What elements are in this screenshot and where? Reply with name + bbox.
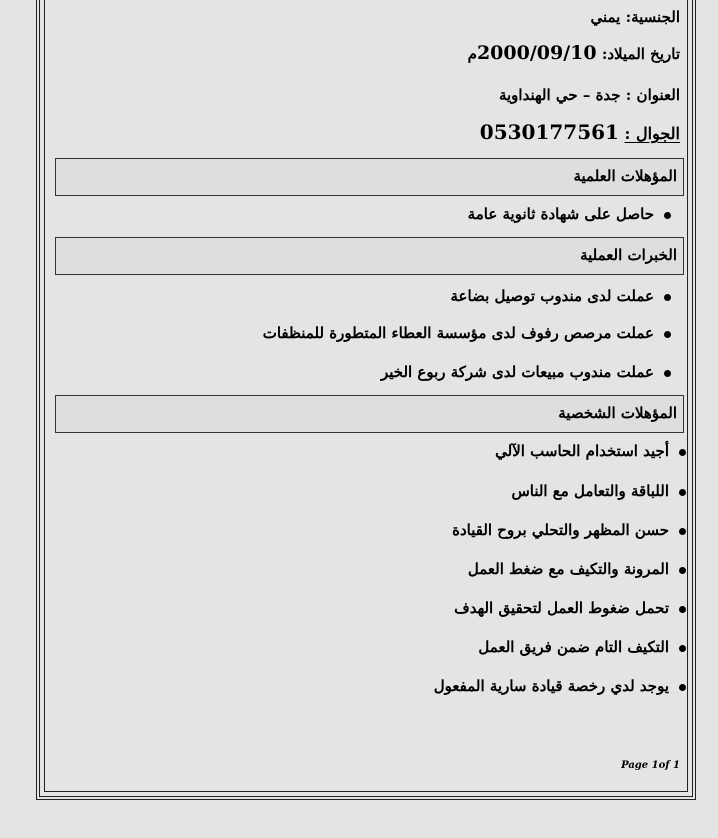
mobile-line xyxy=(480,120,680,144)
list-item: اللباقة والتعامل مع الناس xyxy=(511,482,686,500)
bullet-icon xyxy=(679,567,686,574)
birth-date-label: تاريخ الميلاد: xyxy=(601,45,680,63)
bullet-icon xyxy=(664,370,671,377)
list-item: أجيد استخدام الحاسب الآلي xyxy=(495,442,686,460)
section-experience-title: الخبرات العملية xyxy=(580,246,677,264)
mobile-label: الجوال : xyxy=(624,124,680,143)
list-item: يوجد لدي رخصة قيادة سارية المفعول xyxy=(434,677,686,695)
bullet-icon xyxy=(679,684,686,691)
bullet-icon xyxy=(679,528,686,535)
bullet-icon xyxy=(679,606,686,613)
birth-date-value: 2000/09/10 xyxy=(476,42,597,64)
birth-date-suffix: م xyxy=(467,45,477,63)
list-item: حسن المظهر والتحلي بروح القيادة xyxy=(452,521,686,539)
list-item: التكيف التام ضمن فريق العمل xyxy=(478,638,686,656)
bullet-icon xyxy=(679,489,686,496)
section-academic-title: المؤهلات العلمية xyxy=(573,167,677,185)
page-number: Page 1of 1 xyxy=(621,760,680,771)
address: العنوان : جدة – حي الهنداوية xyxy=(498,86,680,104)
section-personal-title: المؤهلات الشخصية xyxy=(558,404,677,422)
list-item: عملت لدى مندوب توصيل بضاعة xyxy=(451,287,671,305)
list-item: عملت مندوب مبيعات لدى شركة ربوع الخير xyxy=(381,363,671,381)
section-experience-header xyxy=(55,237,684,275)
bullet-icon xyxy=(679,449,686,456)
section-personal-header xyxy=(55,395,684,433)
list-item: عملت مرصص رفوف لدى مؤسسة العطاء المتطورة للمنظفات xyxy=(263,324,671,342)
mobile-number: 0530177561 xyxy=(479,120,619,144)
list-item: المرونة والتكيف مع ضغط العمل xyxy=(468,560,686,578)
section-academic-header xyxy=(55,158,684,196)
bullet-icon xyxy=(679,645,686,652)
bullet-icon xyxy=(664,294,671,301)
bullet-icon xyxy=(664,212,671,219)
nationality: الجنسية: يمني xyxy=(590,8,680,26)
list-item: تحمل ضغوط العمل لتحقيق الهدف xyxy=(454,599,686,617)
birth-date-line xyxy=(468,42,680,64)
list-item: حاصل على شهادة ثانوية عامة xyxy=(468,205,671,223)
bullet-icon xyxy=(664,331,671,338)
